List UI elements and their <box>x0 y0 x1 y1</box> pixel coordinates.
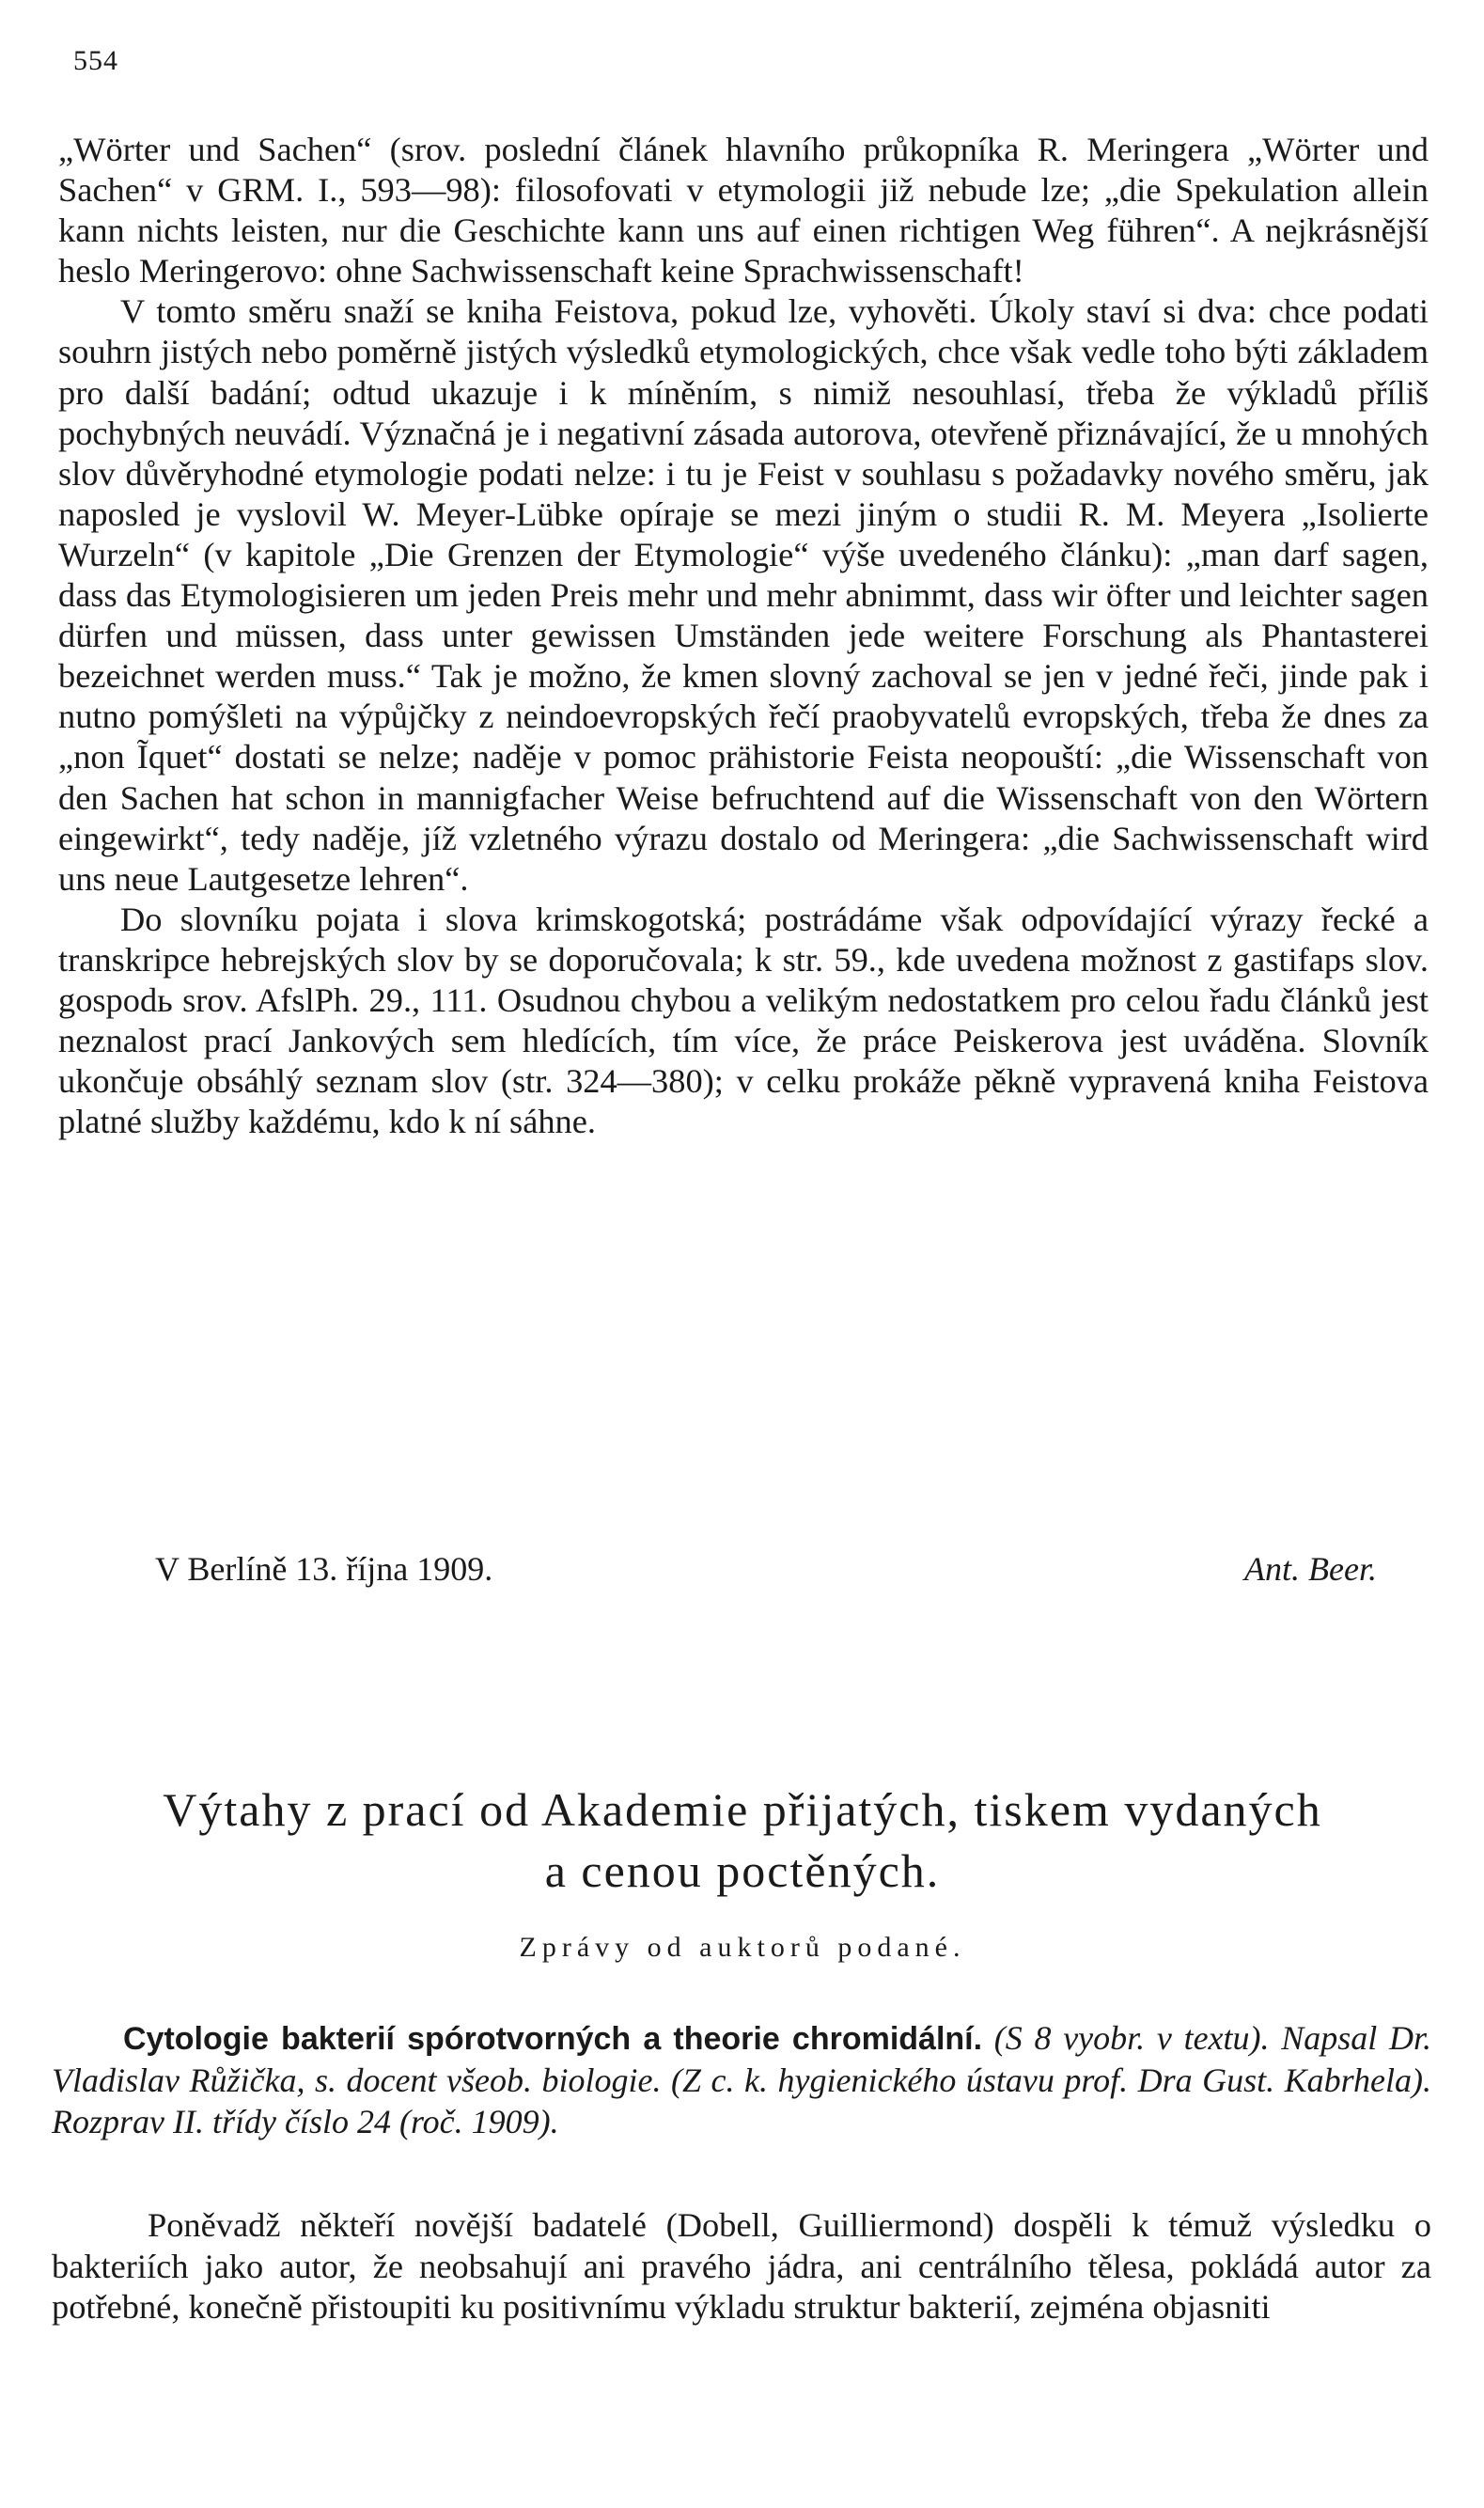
abstract-institute: (Z c. k. hygienického ústavu prof. Dra Gust. Kabrhela). <box>670 2061 1432 2099</box>
abstract-body: Poněvadž někteří novější badatelé (Dobell, Guilliermond) dospěli k témuž výsledku o bakteriích jako autor, že neobsahují ani pravého jádra, ani centrálního tělesa, pokládá autor za potřebné, konečně přistoupiti ku positivnímu výkladu struktur bakterií, zejména objasniti <box>52 2206 1431 2326</box>
review-paragraph-3: Do slovníku pojata i slova krimskogotská; postrádáme však odpovídající výrazy řecké a transkripce hebrejských slov by se doporučovala; k str. 59., kde uvedena možnost z gastifaps slov. gospodь srov. AfslPh. 29., 111. Osudnou chybou a velikým nedostatkem pro celou řadu článků jest neznalost prací Jankových sem hledících, tím více, že práce Peiskerova jest uváděna. Slovník ukončuje obsáhlý seznam slov (str. 324—380); v celku prokáže pěkně vypravená kniha Feistova platné služby každému, kdo k ní sáhne. <box>58 900 1429 1141</box>
abstract-plates-note: (S 8 vyobr. v textu). <box>993 2019 1270 2057</box>
review-paragraph-1: „Wörter und Sachen“ (srov. poslední článek hlavního průkopníka R. Meringera „Wörter und Sachen“ v GRM. I., 593—98): filosofovati v etymologii již nebude lze; „die Spekulation allein kann nichts leisten, nur die Geschichte kann uns auf einen richtigen Weg führen“. A nejkrásnější heslo Meringerovo: ohne Sachwissenschaft keine Sprachwissenschaft! <box>58 131 1429 290</box>
place-date: V Berlíně 13. října 1909. <box>155 1550 493 1588</box>
section-title-line-2: a cenou poctěných. <box>544 1844 941 1897</box>
page-number: 554 <box>73 45 118 76</box>
section-subtitle: Zprávy od auktorů podané. <box>519 1932 966 1963</box>
abstract-heading <box>52 2017 1431 2142</box>
section-title <box>56 1779 1429 1902</box>
review-paragraph-2: V tomto směru snaží se kniha Feistova, pokud lze, vyhověti. Úkoly staví si dva: chce podati souhrn jistých nebo poměrně jistých výsledků etymologických, chce však vedle toho býti základem pro další badání; odtud ukazuje i k míněním, s nimiž nesouhlasí, třeba že výkladů příliš pochybných neuvádí. Význačná je i negativní zásada autorova, otevřeně přiznávající, že u mnohých slov důvěryhodné etymologie podati nelze: i tu je Feist v souhlasu s požadavky nového směru, jak naposled je vyslovil W. Meyer-Lübke opíraje se mezi jiným o studii R. M. Meyera „Isolierte Wurzeln“ (v kapitole „Die Grenzen der Etymologie“ výše uvedeného článku): „man darf sagen, dass das Etymologisieren um jeden Preis mehr und mehr abnimmt, dass wir öfter und leichter sagen dürfen und müssen, dass unter gewissen Umständen jede weitere Forschung als Phantasterei bezeichnet werden muss.“ Tak je možno, že kmen slovný zachoval se jen v jedné řeči, jinde pak i nutno pomýšleti na výpůjčky z neindoevropských řečí praobyvatelů evropských, třeba že dnes za „non Ĩquet“ dostati se nelze; naděje v pomoc prähistorie Feista neopouští: „die Wissenschaft von den Sachen hat schon in mannigfacher Weise befruchtend auf die Wissenschaft von den Wörtern eingewirkt“, tedy naděje, jíž vzletného výrazu dostalo od Meringera: „die Sachwissenschaft wird uns neue Lautgesetze lehren“. <box>58 292 1429 898</box>
abstract-title: Cytologie bakterií spórotvorných a theorie chromidální. <box>123 2021 983 2057</box>
book-review <box>58 130 1429 1142</box>
section-title-line-1: Výtahy z prací od Akademie přijatých, tiskem vydaných <box>163 1783 1322 1836</box>
abstract-byline: Napsal Dr. Vladislav Růžička, s. docent všeob. biologie. <box>52 2019 1432 2099</box>
abstract-year: (roč. 1909). <box>398 2103 559 2140</box>
abstract-series: Rozprav II. třídy číslo 24 <box>52 2103 391 2140</box>
review-author: Ant. Beer. <box>1244 1550 1377 1588</box>
